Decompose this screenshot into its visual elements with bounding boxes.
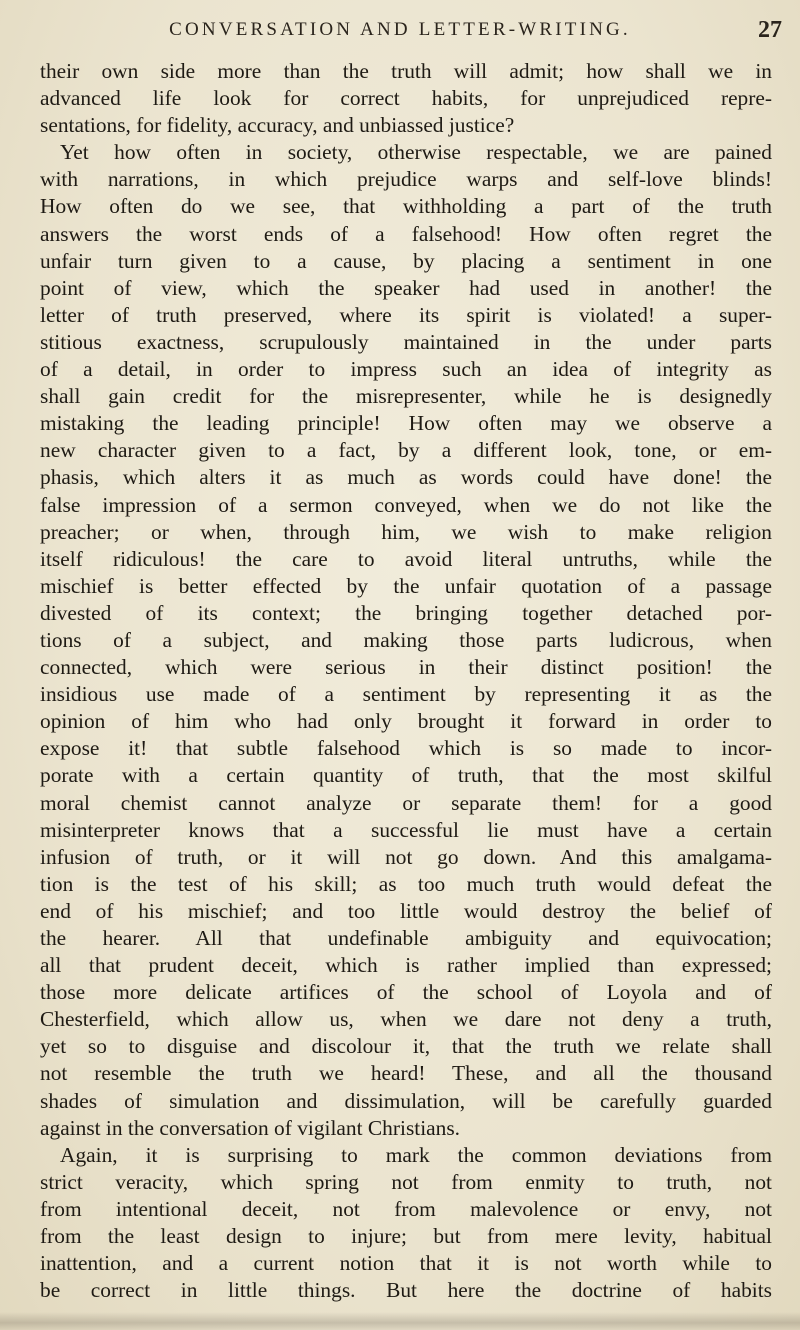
text-line: preacher; or when, through him, we wish to make religion xyxy=(40,519,772,544)
text-line: sentations, for fidelity, accuracy, and unbiassed justice? xyxy=(40,113,515,138)
text-line: inattention, and a current notion that it is not worth while to xyxy=(40,1251,772,1276)
page-bottom-edge xyxy=(0,1312,800,1330)
text-line: mistaking the leading principle! How often may we observe a xyxy=(40,411,772,436)
text-line: divested of its context; the bringing together detached por- xyxy=(40,600,772,625)
text-line: Again, it is surprising to mark the common deviations from xyxy=(60,1142,772,1167)
text-line: Chesterfield, which allow us, when we dare not deny a truth, xyxy=(40,1007,772,1032)
text-line: infusion of truth, or it will not go down. And this amalgama- xyxy=(40,844,772,869)
body-text xyxy=(40,58,772,1304)
text-line: How often do we see, that withholding a part of the truth xyxy=(40,194,772,219)
text-line: all that prudent deceit, which is rather implied than expressed; xyxy=(40,953,772,978)
text-line: expose it! that subtle falsehood which is so made to incor- xyxy=(40,736,772,761)
text-line: from intentional deceit, not from malevolence or envy, not xyxy=(40,1196,772,1221)
text-line: from the least design to injure; but from mere levity, habitual xyxy=(40,1224,772,1249)
text-line: those more delicate artifices of the school of Loyola and of xyxy=(40,980,772,1005)
text-line: stitious exactness, scrupulously maintained in the under parts xyxy=(40,329,772,354)
text-line: not resemble the truth we heard! These, and all the thousand xyxy=(40,1061,772,1086)
text-line: of a detail, in order to impress such an idea of integrity as xyxy=(40,357,772,382)
text-line: their own side more than the truth will admit; how shall we in xyxy=(40,59,772,83)
text-line: porate with a certain quantity of truth, that the most skilful xyxy=(40,763,772,788)
text-line: answers the worst ends of a falsehood! How often regret the xyxy=(40,221,772,246)
text-line: unfair turn given to a cause, by placing a sentiment in one xyxy=(40,248,772,273)
text-line: misinterpreter knows that a successful lie must have a certain xyxy=(40,817,772,842)
text-line: against in the conversation of vigilant Christians. xyxy=(40,1115,461,1140)
text-line: itself ridiculous! the care to avoid literal untruths, while the xyxy=(40,546,772,571)
text-line: advanced life look for correct habits, for unprejudiced repre- xyxy=(40,86,772,111)
text-line: new character given to a fact, by a different look, tone, or em- xyxy=(40,438,772,463)
text-line: phasis, which alters it as much as words could have done! the xyxy=(40,465,772,490)
running-head: CONVERSATION AND LETTER-WRITING. xyxy=(169,19,631,40)
text-line: the hearer. All that undefinable ambiguity and equivocation; xyxy=(40,926,772,950)
text-line: insidious use made of a sentiment by representing it as the xyxy=(40,682,772,707)
text-line: Yet how often in society, otherwise respectable, we are pained xyxy=(60,140,772,165)
text-line: strict veracity, which spring not from enmity to truth, not xyxy=(40,1169,772,1194)
text-line: false impression of a sermon conveyed, when we do not like the xyxy=(40,492,772,517)
text-line: be correct in little things. But here the doctrine of habits xyxy=(40,1278,772,1303)
text-line: shall gain credit for the misrepresenter, while he is designedly xyxy=(40,384,772,409)
text-line: letter of truth preserved, where its spirit is violated! a super- xyxy=(40,302,772,327)
page-number: 27 xyxy=(758,17,782,43)
text-line: shades of simulation and dissimulation, will be carefully guarded xyxy=(40,1088,772,1113)
text-line: tion is the test of his skill; as too much truth would defeat the xyxy=(40,871,772,896)
text-line: yet so to disguise and discolour it, that the truth we relate shall xyxy=(40,1034,772,1059)
text-line: tions of a subject, and making those parts ludicrous, when xyxy=(40,627,772,652)
text-line: moral chemist cannot analyze or separate them! for a good xyxy=(40,790,772,815)
text-line: connected, which were serious in their distinct position! the xyxy=(40,655,772,680)
text-line: point of view, which the speaker had used in another! the xyxy=(40,275,772,300)
text-line: opinion of him who had only brought it forward in order to xyxy=(40,709,772,734)
text-line: mischief is better effected by the unfair quotation of a passage xyxy=(40,573,772,598)
text-line: with narrations, in which prejudice warps and self-love blinds! xyxy=(40,167,772,192)
text-line: end of his mischief; and too little would destroy the belief of xyxy=(40,898,772,923)
